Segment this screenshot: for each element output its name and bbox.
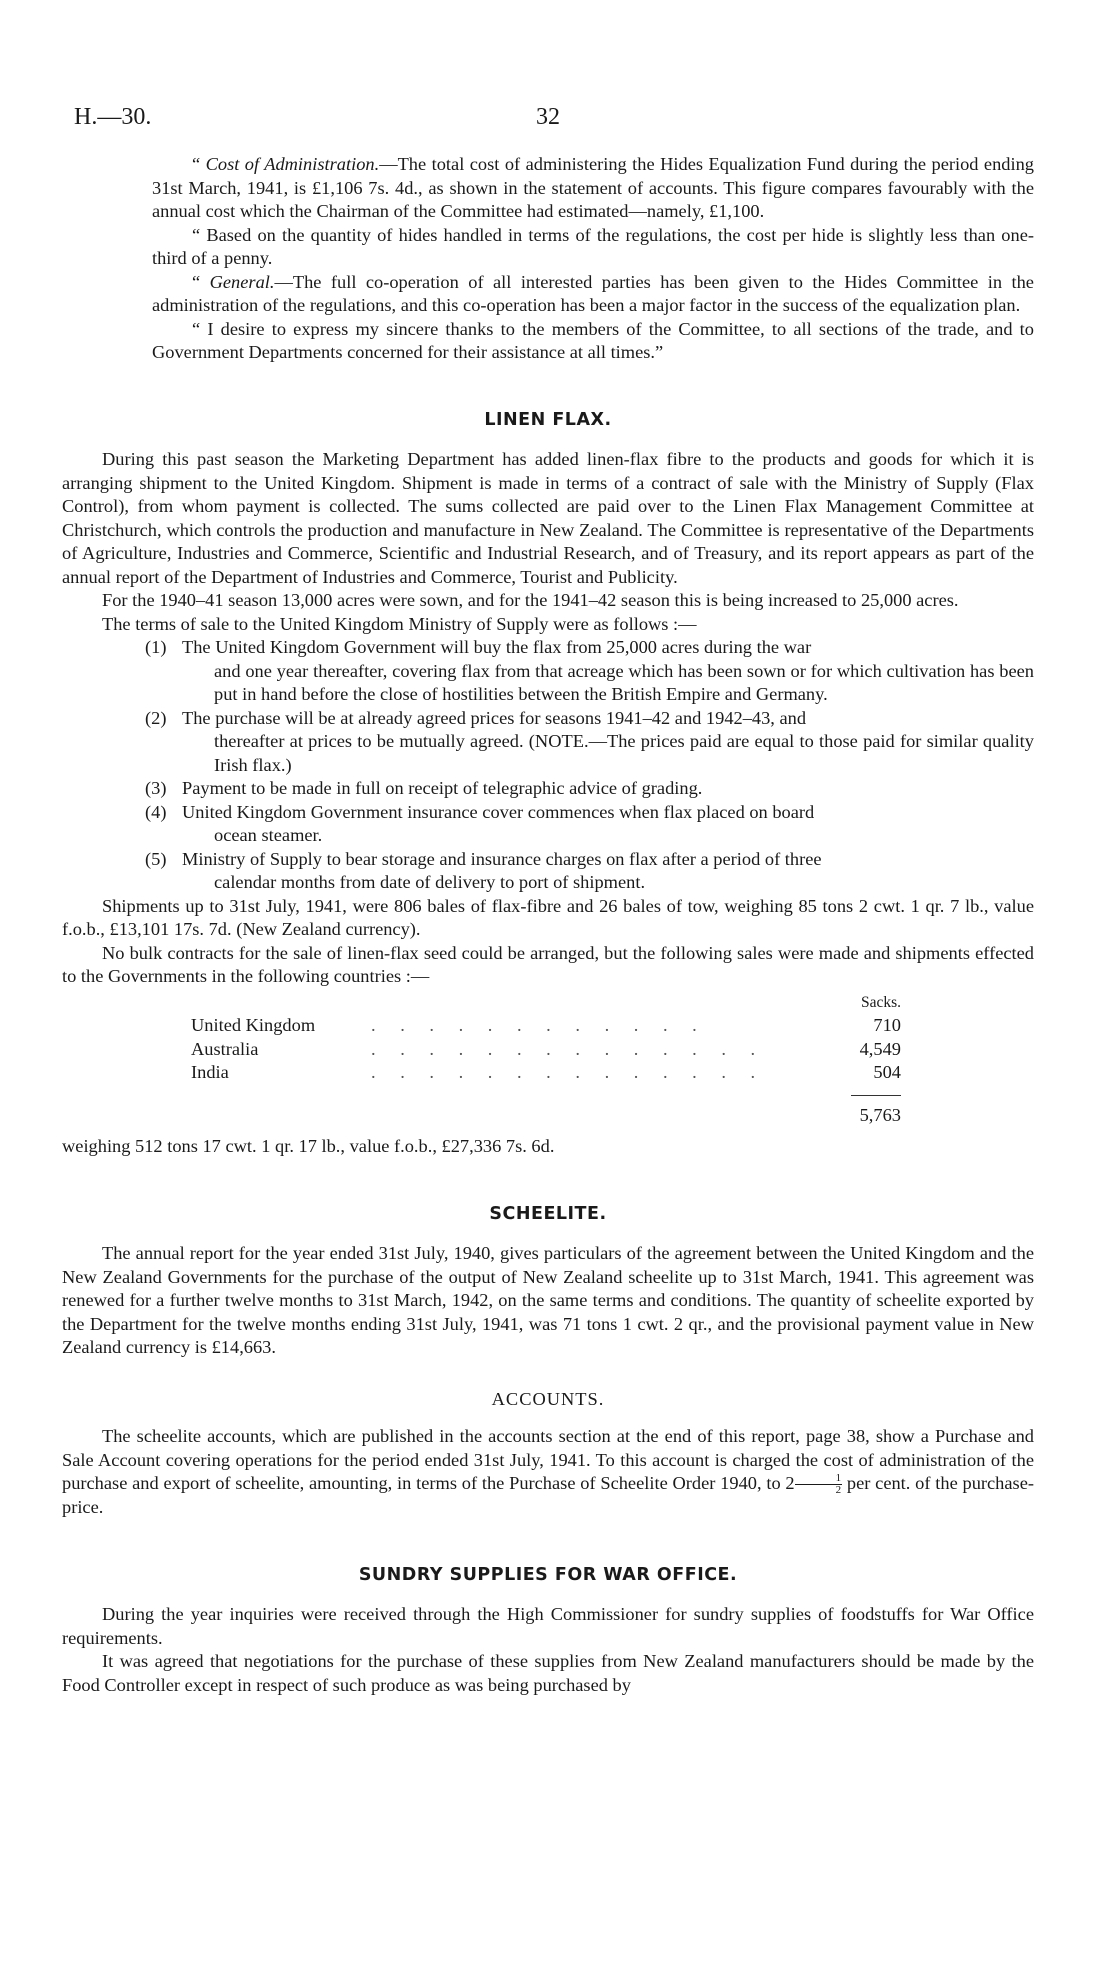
terms-list-item: (5) Ministry of Supply to bear storage and insurance charges on flax after a period of three calendar months from date of delivery to port of shipment.: [145, 848, 1034, 895]
scheelite-heading: SCHEELITE.: [489, 1203, 607, 1224]
page-body: [62, 153, 1034, 1697]
terms-list-item: (4) United Kingdom Government insurance cover commences when flax placed on board ocean steamer.: [145, 801, 1034, 848]
page-header: [74, 104, 1034, 134]
shipments-paragraph: Shipments up to 31st July, 1941, were 806 bales of flax-fibre and 26 bales of tow, weighing 85 tons 2 cwt. 1 qr. 7 lb., value f.o.b., £13,101 17s. 7d. (New Zealand currency).: [62, 895, 1034, 939]
italic-lead: General.: [209, 271, 275, 292]
linen-flax-intro-paragraph: During this past season the Marketing Department has added linen-flax fibre to the products and goods for which it is arranging shipment to the United Kingdom. Shipment is made in terms of a contract of sale with the Ministry of Supply (Flax Control), from whom payment is collected. The sums collected are paid over to the Linen Flax Management Committee at Christchurch, which controls the production and manufacture in New Zealand. The Committee is representative of the Departments of Agriculture, Industries and Commerce, Scientific and Industrial Research, and of Treasury, and its report appears as part of the annual report of the Department of Industries and Commerce, Tourist and Publicity.: [62, 449, 1034, 587]
general-paragraph: “ General.—The full co-operation of all interested parties has been given to the Hides Committee in the administration of the regulations, and this co-operation has been a major factor in the success of the equalization plan.: [152, 271, 1034, 315]
terms-list-item: (1) The United Kingdom Government will buy the flax from 25,000 acres during the war and one year thereafter, covering flax from that acreage which has been sown or for which cultivation has been put in hand before the close of hostilities between the British Empire and Germany.: [145, 636, 1034, 707]
weighing-line: weighing 512 tons 17 cwt. 1 qr. 17 lb., value f.o.b., £27,336 7s. 6d.: [62, 1136, 555, 1156]
country-cell: India: [191, 1062, 229, 1082]
acreage-paragraph: For the 1940–41 season 13,000 acres were sown, and for the 1941–42 season this is being increased to 25,000 acres.: [102, 590, 959, 610]
cost-of-administration-paragraph: “ Cost of Administration.—The total cost of administering the Hides Equalization Fund during the period ending 31st March, 1941, is £1,106 7s. 4d., as shown in the statement of accounts. This figure compares favourably with the annual cost which the Chairman of the Committee had estimated—namely, £1,100.: [152, 154, 1034, 221]
table-row: [191, 1038, 901, 1062]
sacks-cell: 710: [873, 1015, 901, 1035]
scheelite-paragraph: The annual report for the year ended 31st July, 1940, gives particulars of the agreement between the United Kingdom and the New Zealand Governments for the purchase of the output of New Zealand scheelite up to 31st March, 1941. This agreement was renewed for a further twelve months to 31st March, 1942, on the same terms and conditions. The quantity of scheelite exported by the Department for the twelve months ending 31st July, 1941, was 71 tons 1 cwt. 2 qr., and the provisional payment value in New Zealand currency is £14,663.: [62, 1243, 1034, 1357]
page-number: 32: [536, 104, 560, 130]
item-number: (2): [145, 707, 167, 728]
country-cell: United Kingdom: [191, 1015, 316, 1035]
opening-quote: “: [192, 224, 201, 245]
terms-list: [62, 636, 1034, 895]
seed-sales-table: [62, 991, 1034, 1128]
accounts-paragraph: The scheelite accounts, which are published in the accounts section at the end of this report, page 38, show a Purchase and Sale Account covering operations for the period ended 31st July, 1941. To this account is charged the cost of administration of the purchase and export of scheelite, amounting, in terms of the Purchase of Scheelite Order 1940, to 2 $\frac{1}{2}$ per cent. of the purchase-price.: [62, 1426, 1034, 1518]
dot-leader: . . . . . . . . . . . . . .: [371, 1062, 766, 1082]
seed-sales-paragraph: No bulk contracts for the sale of linen-flax seed could be arranged, but the following sales were made and shipments effected to the Governments in the following countries :—: [62, 942, 1034, 986]
terms-list-item: (2) The purchase will be at already agreed prices for seasons 1941–42 and 1942–43, and thereafter at prices to be mutually agreed. (NOTE.—The prices paid are equal to those paid for similar quality Irish flax.): [145, 707, 1034, 778]
sacks-total: 5,763: [859, 1104, 901, 1125]
sacks-cell: 504: [873, 1062, 901, 1082]
terms-intro: The terms of sale to the United Kingdom Ministry of Supply were as follows :—: [102, 613, 697, 634]
total-rule: [851, 1095, 901, 1096]
item-number: (3): [145, 778, 167, 798]
terms-list-item: (3) Payment to be made in full on receipt of telegraphic advice of grading.: [145, 777, 1034, 801]
accounts-heading: ACCOUNTS.: [491, 1388, 605, 1409]
sundry-paragraph-2: It was agreed that negotiations for the purchase of these supplies from New Zealand manufacturers should be made by the Food Controller except in respect of such produce as was being purchased by: [62, 1651, 1034, 1695]
fraction-half: $\frac{1}{2}$: [795, 1473, 843, 1496]
report-reference: H.—30.: [74, 104, 152, 130]
thanks-paragraph: “ I desire to express my sincere thanks to the members of the Committee, to all sections of the trade, and to Government Departments concerned for their assistance at all times.”: [152, 318, 1034, 362]
rate-whole: 2: [785, 1473, 795, 1493]
table-row: [191, 1061, 901, 1085]
table-row: [191, 1014, 901, 1038]
sundry-supplies-heading: SUNDRY SUPPLIES FOR WAR OFFICE.: [358, 1564, 738, 1585]
item-number: (1): [145, 637, 167, 657]
linen-flax-heading: LINEN FLAX.: [484, 409, 612, 430]
sacks-column-header: Sacks.: [860, 993, 901, 1011]
sacks-cell: 4,549: [859, 1038, 901, 1059]
cost-per-hide-paragraph: “ Based on the quantity of hides handled in terms of the regulations, the cost per hide is slightly less than one-third of a penny.: [152, 224, 1034, 268]
opening-quote: “: [192, 271, 201, 292]
sundry-paragraph-1: During the year inquiries were received through the High Commissioner for sundry supplies of foodstuffs for War Office requirements.: [62, 1604, 1034, 1648]
country-cell: Australia: [191, 1038, 259, 1059]
opening-quote: “: [192, 154, 201, 174]
italic-lead: Cost of Administration.: [205, 154, 380, 174]
item-number: (4): [145, 801, 167, 822]
dot-leader: . . . . . . . . . . . . . .: [371, 1038, 766, 1059]
opening-quote: “: [192, 318, 201, 339]
item-number: (5): [145, 848, 167, 869]
dot-leader: . . . . . . . . . . . .: [371, 1015, 707, 1035]
